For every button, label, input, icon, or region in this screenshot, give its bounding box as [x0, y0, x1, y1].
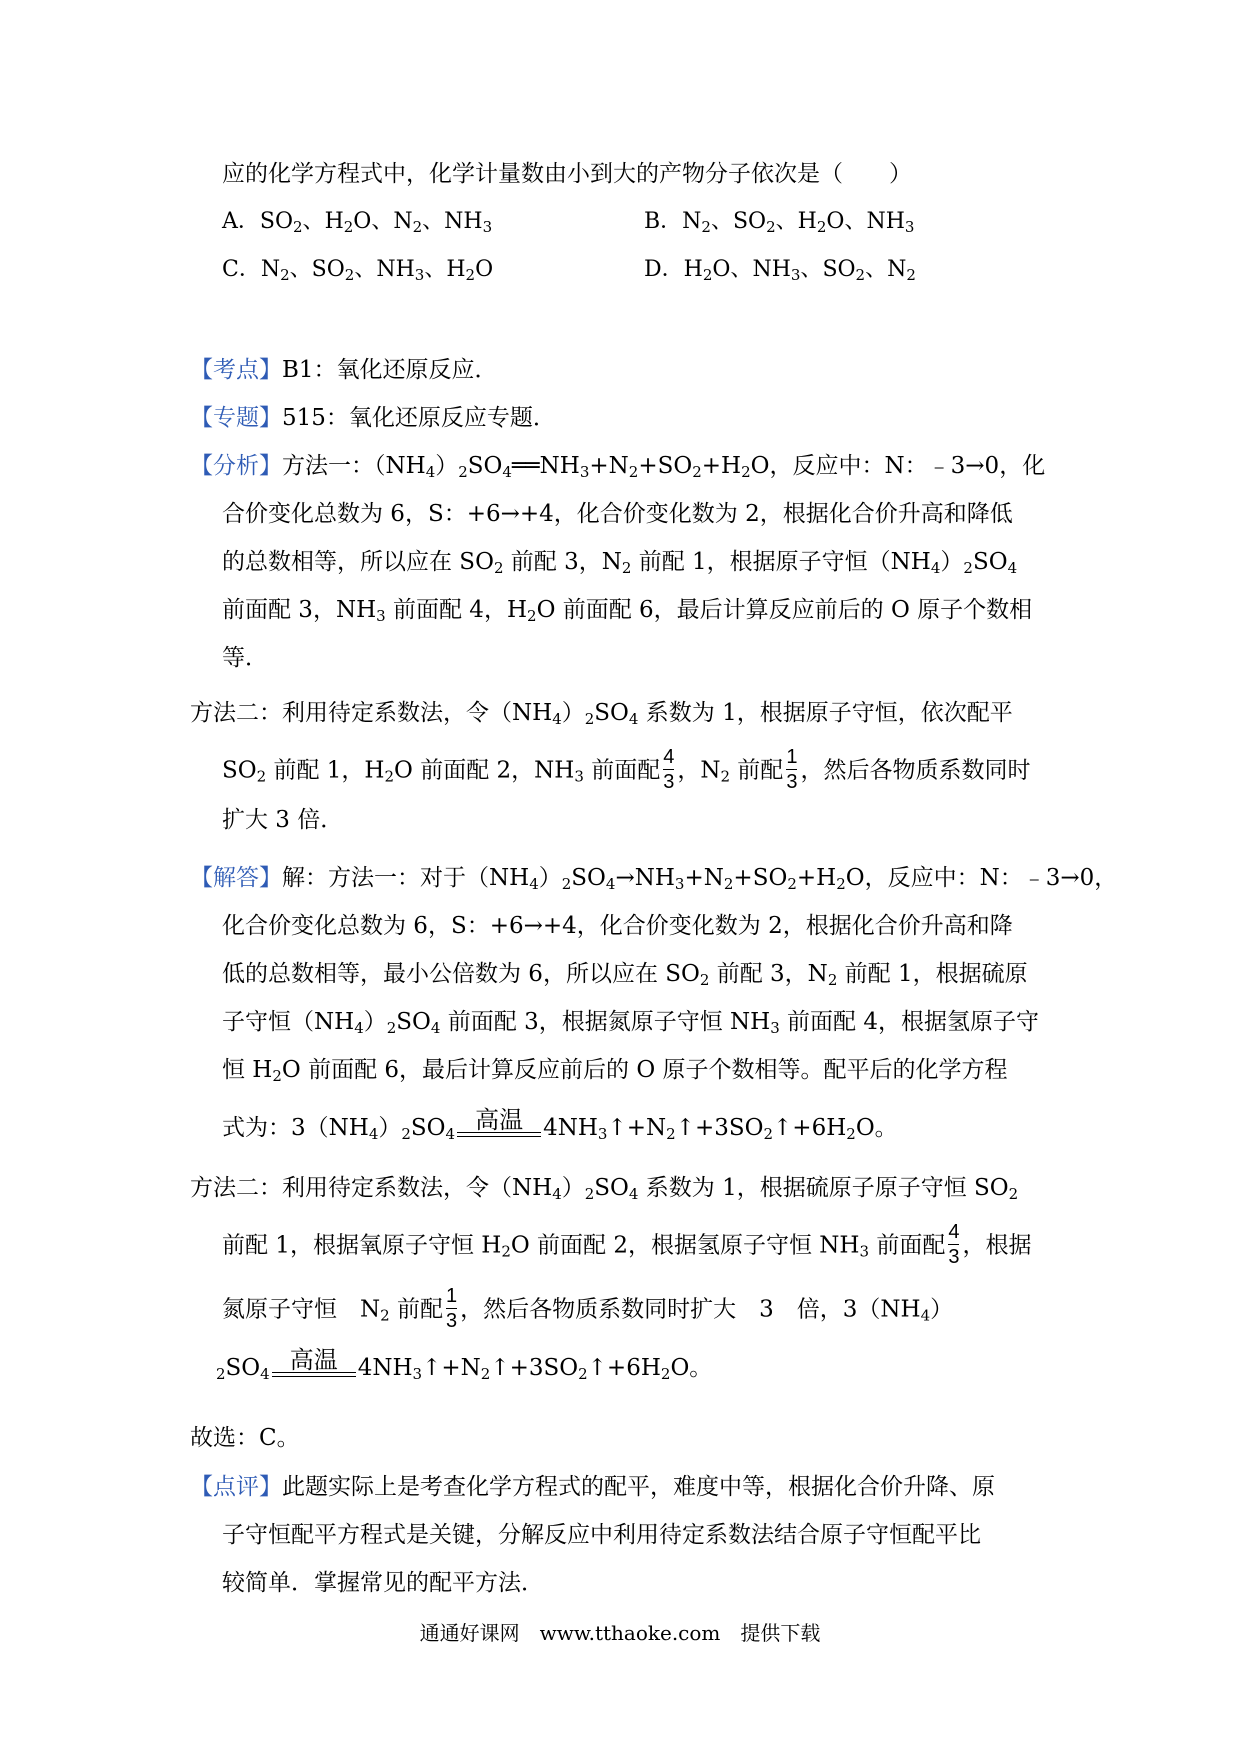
zhuanti-line: [190, 401, 556, 435]
fraction-one-third: $\frac{1}{3}$: [786, 746, 798, 793]
fenxi-line-4: 前面配 3，$NH_3$ 前面配 4，$H_2O$ 前面配 6，最后计算反应前后的 O 原子个数相: [222, 597, 1033, 625]
dianping-line-3: 较简单．掌握常见的配平方法．: [222, 1570, 544, 1596]
page-footer: 通通好课网 www.tthaoke.com 提供下载: [419, 1621, 821, 1645]
jieda-equation-2: $_2SO_4$ 高温 $4NH_3↑+N_2↑+3SO_2↑+6H_2O$。: [216, 1346, 713, 1383]
kaodian-line: [190, 353, 498, 387]
jieda-line-3: 低的总数相等，最小公倍数为 6，所以应在 $SO_2$ 前配 3，$N_2$ 前配 1，根据硫原: [222, 961, 1028, 989]
fenxi-method2-line-2: $SO_2$ 前配 1，$H_2O$ 前面配 2，$NH_3$ 前面配 $\frac{4}{3}$ ，$N_2$ 前配 $\frac{1}{3}$ ，然后各物质系数同时: [222, 746, 1031, 793]
fenxi-tag: 【分析】: [190, 453, 282, 479]
fenxi-line-5: 等．: [222, 645, 268, 671]
fenxi-line-2: 合价变化总数为 6，S：+6→+4，化合价变化数为 2，根据化合价升高和降低: [222, 501, 1013, 527]
zhuanti-tag: 【专题】: [190, 405, 282, 431]
kaodian-tag: 【考点】: [190, 357, 282, 383]
option-c[interactable]: C．$N_2$、$SO_2$、$NH_3$、$H_2O$: [222, 257, 494, 284]
fenxi-line-3: 的总数相等，所以应在 $SO_2$ 前配 3，$N_2$ 前配 1，根据原子守恒$(NH_4)_2SO_4$: [222, 549, 1018, 577]
fraction-four-thirds: $\frac{4}{3}$: [663, 746, 675, 793]
option-a[interactable]: A．$SO_2$、$H_2O$、$N_2$、$NH_3$: [222, 209, 493, 236]
jieda-tag: 【解答】: [190, 865, 282, 891]
fenxi-method2-line-3: 扩大 3 倍．: [222, 807, 344, 833]
high-temperature-condition-2: 高温: [272, 1351, 356, 1385]
fraction-four-thirds-2: $\frac{4}{3}$: [948, 1221, 960, 1268]
dianping-line-1: 【点评】此题实际上是考查化学方程式的配平，难度中等，根据化合价升降、原: [190, 1474, 995, 1500]
jieda-line-1: 【解答】解：方法一：对于$(NH_4)_2SO_4\to NH_3+N_2+SO_2+H_2O$，反应中：N：﹣3→0，: [190, 865, 1118, 893]
answer-choice: 故选：C。: [190, 1425, 300, 1451]
high-temperature-condition: 高温: [457, 1111, 541, 1145]
question-stem: 应的化学方程式中，化学计量数由小到大的产物分子依次是（ ）: [222, 161, 912, 187]
jieda-line-4: 子守恒$(NH_4)_2SO_4$ 前面配 3，根据氮原子守恒 $NH_3$ 前面配 4，根据氢原子守: [222, 1009, 1040, 1037]
dianping-line-2: 子守恒配平方程式是关键，分解反应中利用待定系数法结合原子守恒配平比: [222, 1522, 981, 1548]
jieda-method2-line-3: 氮原子守恒 $N_2$ 前配 $\frac{1}{3}$ ，然后各物质系数同时扩大 3 倍，$3(NH_4)$: [222, 1285, 954, 1332]
fenxi-method2-line-1: 方法二：利用待定系数法，令$(NH_4)_2SO_4$ 系数为 1，根据原子守恒，依次配平: [190, 700, 1013, 728]
fraction-one-third-2: $\frac{1}{3}$: [445, 1285, 458, 1332]
jieda-equation-1: 式为：$3(NH_4)_2SO_4$ 高温 $4NH_3↑+N_2↑+3SO_2↑+6H_2O$。: [222, 1106, 898, 1143]
jieda-line-5: 恒 $H_2O$ 前面配 6，最后计算反应前后的 O 原子个数相等。配平后的化学方程: [222, 1057, 1008, 1085]
jieda-method2-line-2: 前配 1，根据氧原子守恒 $H_2O$ 前面配 2，根据氢原子守恒 $NH_3$ 前面配 $\frac{4}{3}$ ，根据: [222, 1221, 1032, 1268]
kaodian-text: B1：氧化还原反应．: [282, 357, 498, 383]
option-b[interactable]: B．$N_2$、$SO_2$、$H_2O$、$NH_3$: [644, 209, 915, 236]
option-d[interactable]: D．$H_2O$、$NH_3$、$SO_2$、$N_2$: [644, 257, 916, 284]
jieda-line-2: 化合价变化总数为 6，S：+6→+4，化合价变化数为 2，根据化合价升高和降: [222, 913, 1013, 939]
dianping-tag: 【点评】: [190, 1474, 282, 1500]
fenxi-line-1: 【分析】方法一：$(NH_4)_2SO_4══NH_3+N_2+SO_2+H_2O$，反应中：N：﹣3→0，化: [190, 453, 1046, 481]
jieda-method2-line-1: 方法二：利用待定系数法，令$(NH_4)_2SO_4$ 系数为 1，根据硫原子原子守恒 $SO_2$: [190, 1175, 1019, 1203]
zhuanti-text: 515：氧化还原反应专题．: [282, 405, 556, 431]
